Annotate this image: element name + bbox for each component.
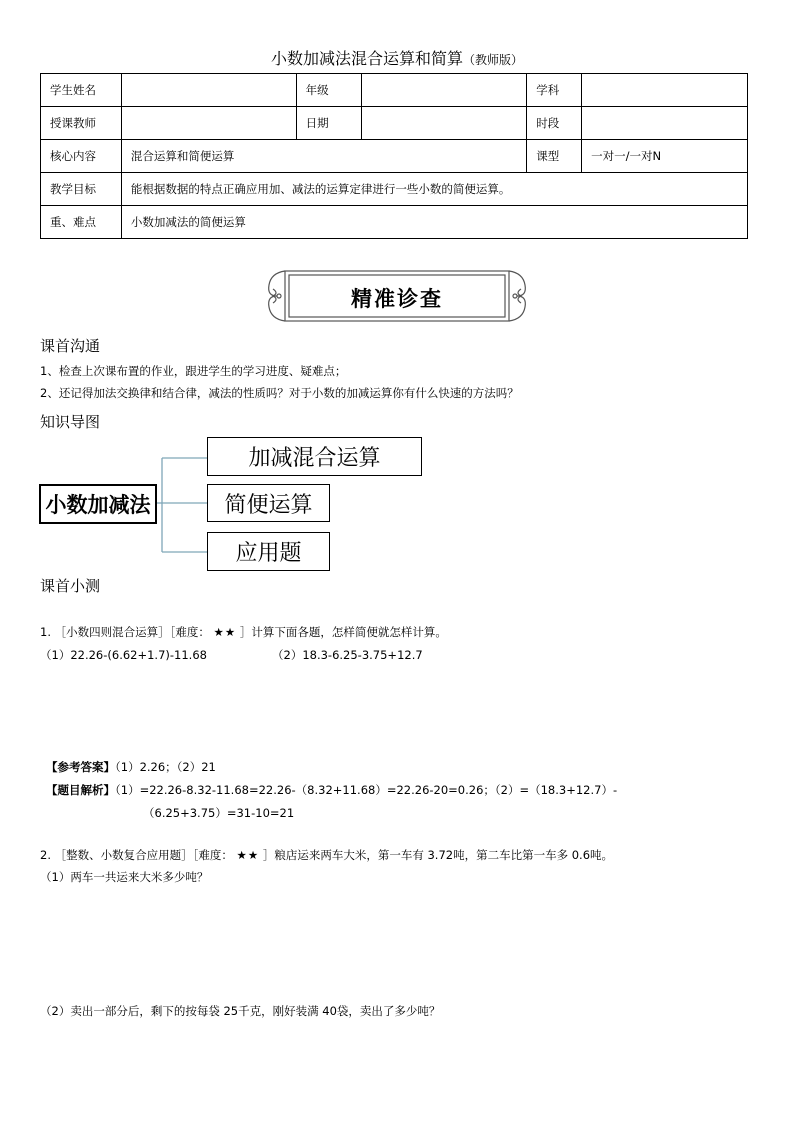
q1-head: 1. ［小数四则混合运算］［难度： xyxy=(40,625,210,639)
mind-map-branch-mixed-operations: 加减混合运算 xyxy=(207,437,422,476)
question-2-stem xyxy=(40,847,613,863)
label-date: 日期 xyxy=(296,107,361,140)
section-heading-communication: 课首沟通 xyxy=(40,337,101,355)
title-sub: （教师版） xyxy=(463,53,524,67)
q1-part-1: （1）22.26-(6.62+1.7)-11.68 xyxy=(40,648,207,662)
label-student-name: 学生姓名 xyxy=(41,74,122,107)
lesson-info-table xyxy=(40,73,748,239)
q2-head: 2. ［整数、小数复合应用题］［难度： xyxy=(40,848,233,862)
table-row xyxy=(41,206,748,239)
analysis-label: 【题目解析】 xyxy=(46,783,115,797)
label-key-points: 重、难点 xyxy=(41,206,122,239)
q1-tail: ］计算下面各题，怎样简便就怎样计算。 xyxy=(239,625,447,639)
q2-sub-question-1: （1）两车一共运来大米多少吨？ xyxy=(40,870,209,884)
teaching-goal-value: 能根据数据的特点正确应用加、减法的运算定律进行一些小数的简便运算。 xyxy=(121,173,747,206)
table-row xyxy=(41,74,748,107)
label-subject: 学科 xyxy=(527,74,582,107)
grade-field[interactable] xyxy=(361,74,527,107)
label-core-content: 核心内容 xyxy=(41,140,122,173)
label-period: 时段 xyxy=(527,107,582,140)
table-row xyxy=(41,140,748,173)
subject-field[interactable] xyxy=(582,74,748,107)
teacher-field[interactable] xyxy=(121,107,296,140)
question-1-stem xyxy=(40,624,447,640)
title-main: 小数加减法混合运算和简算 xyxy=(270,49,463,68)
label-teaching-goal: 教学目标 xyxy=(41,173,122,206)
mind-map-branch-simplified-calc: 简便运算 xyxy=(207,484,330,522)
class-type-value: 一对一/一对N xyxy=(582,140,748,173)
core-content-value: 混合运算和简便运算 xyxy=(121,140,526,173)
period-field[interactable] xyxy=(582,107,748,140)
page-title xyxy=(0,46,794,69)
table-row xyxy=(41,107,748,140)
student-name-field[interactable] xyxy=(121,74,296,107)
q2-tail: ］粮店运来两车大米，第一车有 3.72吨，第二车比第一车多 0.6吨。 xyxy=(262,848,614,862)
q2-difficulty-stars: ★★ xyxy=(236,848,260,862)
date-field[interactable] xyxy=(361,107,527,140)
answer-label: 【参考答案】 xyxy=(46,760,115,774)
label-grade: 年级 xyxy=(296,74,361,107)
mind-map-branch-word-problems: 应用题 xyxy=(207,532,330,571)
mind-map-root: 小数加减法 xyxy=(39,484,157,524)
comm-line-2: 2、还记得加法交换律和结合律，减法的性质吗？对于小数的加减运算你有什么快速的方法吗？ xyxy=(40,386,519,400)
section-heading-quiz: 课首小测 xyxy=(40,577,101,595)
q1-analysis-line-1 xyxy=(46,782,617,798)
label-class-type: 课型 xyxy=(527,140,582,173)
q1-difficulty-stars: ★★ xyxy=(213,625,237,639)
q1-answer-line xyxy=(46,759,216,775)
section-heading-knowledge-map: 知识导图 xyxy=(40,413,101,431)
key-points-value: 小数加减法的简便运算 xyxy=(121,206,747,239)
table-row xyxy=(41,173,748,206)
q1-part-2: （2）18.3-6.25-3.75+12.7 xyxy=(272,648,423,662)
comm-line-1: 1、检查上次课布置的作业，跟进学生的学习进度、疑难点； xyxy=(40,364,347,378)
q2-sub-question-2: （2）卖出一部分后，剩下的按每袋 25千克，刚好装满 40袋，卖出了多少吨？ xyxy=(40,1004,441,1018)
q1-analysis-1: （1）=22.26-8.32-11.68=22.26-（8.32+11.68）=22.26-20=0.26；（2）=（18.3+12.7）- xyxy=(115,783,618,797)
label-teacher: 授课教师 xyxy=(41,107,122,140)
banner-title: 精准诊查 xyxy=(351,286,443,311)
q1-answer: （1）2.26；（2）21 xyxy=(115,760,216,774)
q1-analysis-2: （6.25+3.75）=31-10=21 xyxy=(143,806,295,820)
